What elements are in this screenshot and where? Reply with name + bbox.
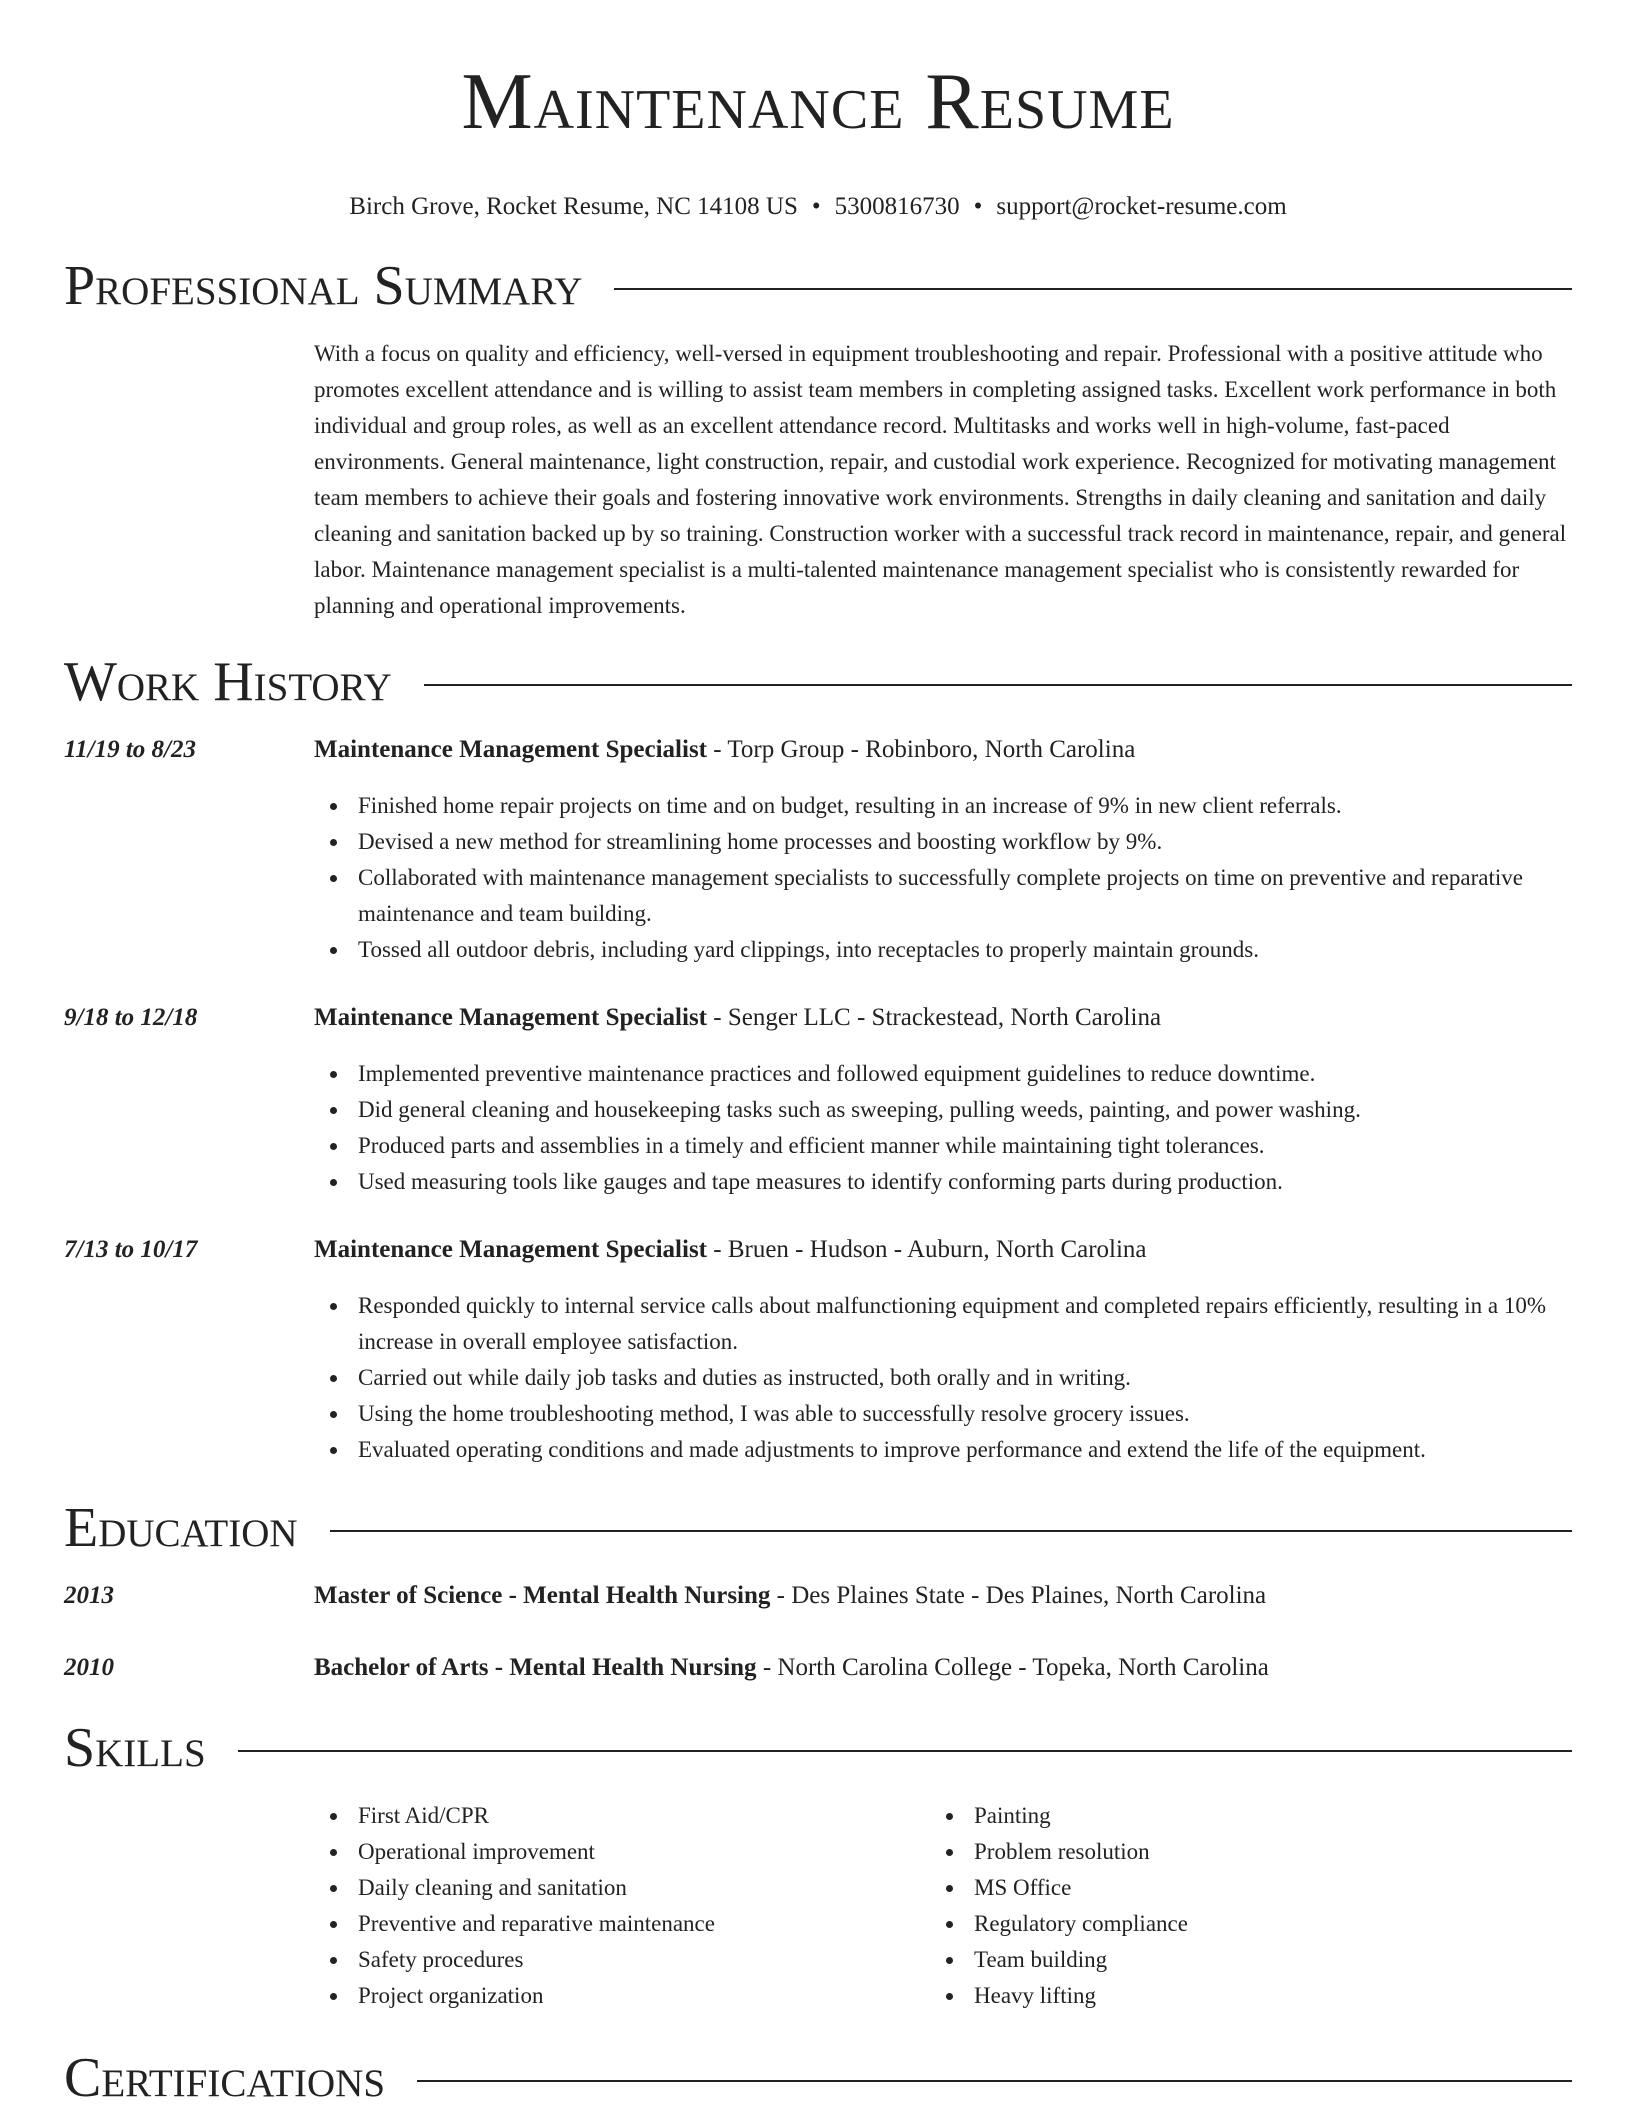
job-employer: - Bruen - Hudson - Auburn, North Carolina bbox=[707, 1236, 1147, 1263]
job-role: Maintenance Management Specialist bbox=[314, 1004, 708, 1031]
education-section-title: Education bbox=[64, 1497, 298, 1559]
summary-text: With a focus on quality and efficiency, well-versed in equipment troubleshooting and repair. Professional with a positive attitude who promotes excellent attendance and is willing to assist team members in completing assigned tasks. Excellent work performance in both individual and group roles, as well as an excellent attendance record. Multitasks and works well in high-volume, fast-paced environments. General maintenance, light construction, repair, and custodial work experience. Recognized for motivating management team members to achieve their goals and fostering innovative work environments. Strengths in daily cleaning and sanitation and daily cleaning and sanitation backed up by so training. Construction worker with a successful track record in maintenance, repair, and general labor. Maintenance management specialist is a multi-talented maintenance management specialist who is consistently rewarded for planning and operational improvements. bbox=[314, 341, 1567, 618]
job-title-line bbox=[314, 1234, 1147, 1266]
section-divider bbox=[330, 1530, 1572, 1532]
skill-item: Operational improvement bbox=[358, 1834, 928, 1870]
job-bullets bbox=[314, 1288, 1616, 1468]
section-divider bbox=[424, 684, 1572, 686]
job-bullet: Tossed all outdoor debris, including yard clippings, into receptacles to properly maintain grounds. bbox=[358, 932, 1616, 968]
section-divider bbox=[614, 288, 1572, 290]
education-degree: Bachelor of Arts - Mental Health Nursing bbox=[314, 1654, 757, 1681]
contact-phone: 5300816730 bbox=[834, 193, 960, 220]
job-bullet: Implemented preventive maintenance practices and followed equipment guidelines to reduce downtime. bbox=[358, 1056, 1616, 1092]
job-bullets bbox=[314, 1056, 1616, 1200]
job-employer: - Torp Group - Robinboro, North Carolina bbox=[707, 736, 1136, 763]
education-year: 2013 bbox=[64, 1582, 114, 1609]
skill-item: Problem resolution bbox=[974, 1834, 1574, 1870]
education-school: - North Carolina College - Topeka, North Carolina bbox=[756, 1654, 1269, 1681]
contact-line bbox=[64, 192, 1572, 222]
skill-item: Team building bbox=[974, 1942, 1574, 1978]
skills-list-left bbox=[314, 1798, 928, 2014]
job-role: Maintenance Management Specialist bbox=[314, 1236, 708, 1263]
education-line bbox=[314, 1580, 1266, 1612]
education-degree: Master of Science - Mental Health Nursing bbox=[314, 1582, 771, 1609]
job-bullet: Did general cleaning and housekeeping tasks such as sweeping, pulling weeds, painting, and power washing. bbox=[358, 1092, 1616, 1128]
summary-section-header bbox=[64, 256, 1572, 316]
skills-section-title: Skills bbox=[64, 1717, 206, 1779]
job-bullet: Finished home repair projects on time and on budget, resulting in an increase of 9% in new client referrals. bbox=[358, 788, 1616, 824]
job-bullet: Used measuring tools like gauges and tape measures to identify conforming parts during production. bbox=[358, 1164, 1616, 1200]
resume-title: Maintenance Resume bbox=[461, 58, 1175, 146]
work-section-title: Work History bbox=[64, 651, 392, 713]
summary-section-title: Professional Summary bbox=[64, 255, 583, 317]
skill-item: Regulatory compliance bbox=[974, 1906, 1574, 1942]
skill-item: MS Office bbox=[974, 1870, 1574, 1906]
job-bullet: Devised a new method for streamlining home processes and boosting workflow by 9%. bbox=[358, 824, 1616, 860]
work-section-header bbox=[64, 652, 1572, 712]
contact-email: support@rocket-resume.com bbox=[996, 193, 1287, 220]
job-bullet: Collaborated with maintenance management specialists to successfully complete projects on time on preventive and reparative maintenance and team building. bbox=[358, 860, 1616, 932]
contact-address: Birch Grove, Rocket Resume, NC 14108 US bbox=[349, 193, 798, 220]
job-dates: 7/13 to 10/17 bbox=[64, 1236, 198, 1263]
skill-item: First Aid/CPR bbox=[358, 1798, 928, 1834]
job-title-line bbox=[314, 734, 1135, 766]
skill-item: Safety procedures bbox=[358, 1942, 928, 1978]
contact-separator: • bbox=[811, 193, 821, 220]
job-bullet: Produced parts and assemblies in a timely and efficient manner while maintaining tight tolerances. bbox=[358, 1128, 1616, 1164]
education-year: 2010 bbox=[64, 1654, 114, 1681]
contact-separator: • bbox=[973, 193, 983, 220]
skill-item: Daily cleaning and sanitation bbox=[358, 1870, 928, 1906]
job-bullet: Using the home troubleshooting method, I was able to successfully resolve grocery issues. bbox=[358, 1396, 1616, 1432]
certifications-section-title: Certifications bbox=[64, 2047, 386, 2109]
job-dates: 11/19 to 8/23 bbox=[64, 736, 196, 763]
section-divider bbox=[417, 2080, 1572, 2082]
skills-list-right bbox=[930, 1798, 1574, 2014]
job-title-line bbox=[314, 1002, 1161, 1034]
education-school: - Des Plaines State - Des Plaines, North Carolina bbox=[770, 1582, 1267, 1609]
education-section-header bbox=[64, 1498, 1572, 1558]
education-line bbox=[314, 1652, 1269, 1684]
job-bullet: Carried out while daily job tasks and duties as instructed, both orally and in writing. bbox=[358, 1360, 1616, 1396]
section-divider bbox=[238, 1750, 1572, 1752]
job-bullets bbox=[314, 788, 1616, 968]
skill-item: Painting bbox=[974, 1798, 1574, 1834]
skill-item: Project organization bbox=[358, 1978, 928, 2014]
skill-item: Preventive and reparative maintenance bbox=[358, 1906, 928, 1942]
skills-section-header bbox=[64, 1718, 1572, 1778]
job-bullet: Evaluated operating conditions and made adjustments to improve performance and extend the life of the equipment. bbox=[358, 1432, 1616, 1468]
certifications-section-header bbox=[64, 2048, 1572, 2108]
job-employer: - Senger LLC - Strackestead, North Carolina bbox=[707, 1004, 1162, 1031]
job-bullet: Responded quickly to internal service calls about malfunctioning equipment and completed repairs efficiently, resulting in a 10% increase in overall employee satisfaction. bbox=[358, 1288, 1616, 1360]
job-role: Maintenance Management Specialist bbox=[314, 736, 708, 763]
resume-page bbox=[64, 0, 1572, 2109]
skill-item: Heavy lifting bbox=[974, 1978, 1574, 2014]
job-dates: 9/18 to 12/18 bbox=[64, 1004, 198, 1031]
